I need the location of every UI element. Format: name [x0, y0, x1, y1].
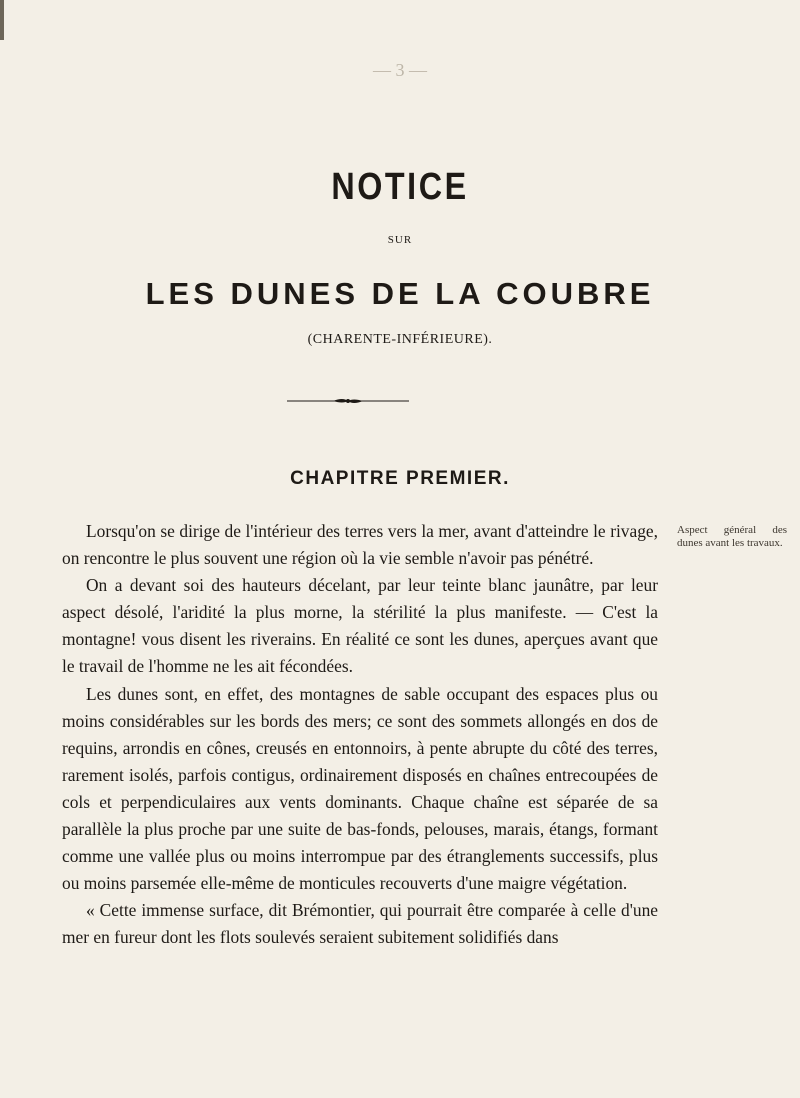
paragraph: Les dunes sont, en effet, des montagnes de sable occupant des espaces plus ou moins considérables sur les bords des mers; ce sont des sommets allongés en dos de requins, arrondis en cônes, creusés en entonnoirs, à pente abrupte du côté des terres, rarement isolés, parfois contigus, ordinairement disposés en chaînes entrecoupées de cols et perpendiculaires aux vents dominants. Chaque chaîne est séparée de sa parallèle la plus proche par une suite de bas-fonds, pelouses, marais, étangs, formant comme une vallée plus ou moins interrompue par des étranglements successifs, plus ou moins parsemée elle-même de monticules recouverts d'une maigre végétation. — [62, 683, 658, 894]
sur-label: SUR — [387, 234, 413, 246]
chapter-title: CHAPITRE PREMIER. — [290, 468, 510, 489]
region-subtitle: (CHARENTE-INFÉRIEURE). — [307, 332, 493, 347]
main-title: LES DUNES DE LA COUBRE — [145, 276, 655, 311]
paragraph: On a devant soi des hauteurs décelant, par leur teinte blanc jaunâtre, par leur aspect désolé, l'aridité la plus morne, la stérilité la plus manifeste. — C'est la montagne! vous disent les riverains. En réalité ce sont les dunes, aperçues avant que le travail de l'homme ne les ait fécondées. — [62, 575, 658, 677]
body-text — [62, 518, 658, 952]
notice-heading: NOTICE — [331, 166, 469, 208]
margin-note: Aspect général des dunes avant les travaux. — [677, 524, 787, 549]
page-edge — [0, 0, 4, 40]
paragraph: Lorsqu'on se dirige de l'intérieur des terres vers la mer, avant d'atteindre le rivage, on rencontre le plus souvent une région où la vie semble n'avoir pas pénétré. — [62, 521, 658, 569]
page-number: — 3 — — [373, 60, 427, 80]
paragraph: « Cette immense surface, dit Brémontier, qui pourrait être comparée à celle d'une mer en fureur dont les flots soulevés seraient subitement solidifiés dans — [62, 900, 658, 948]
ornament-divider — [285, 394, 411, 408]
